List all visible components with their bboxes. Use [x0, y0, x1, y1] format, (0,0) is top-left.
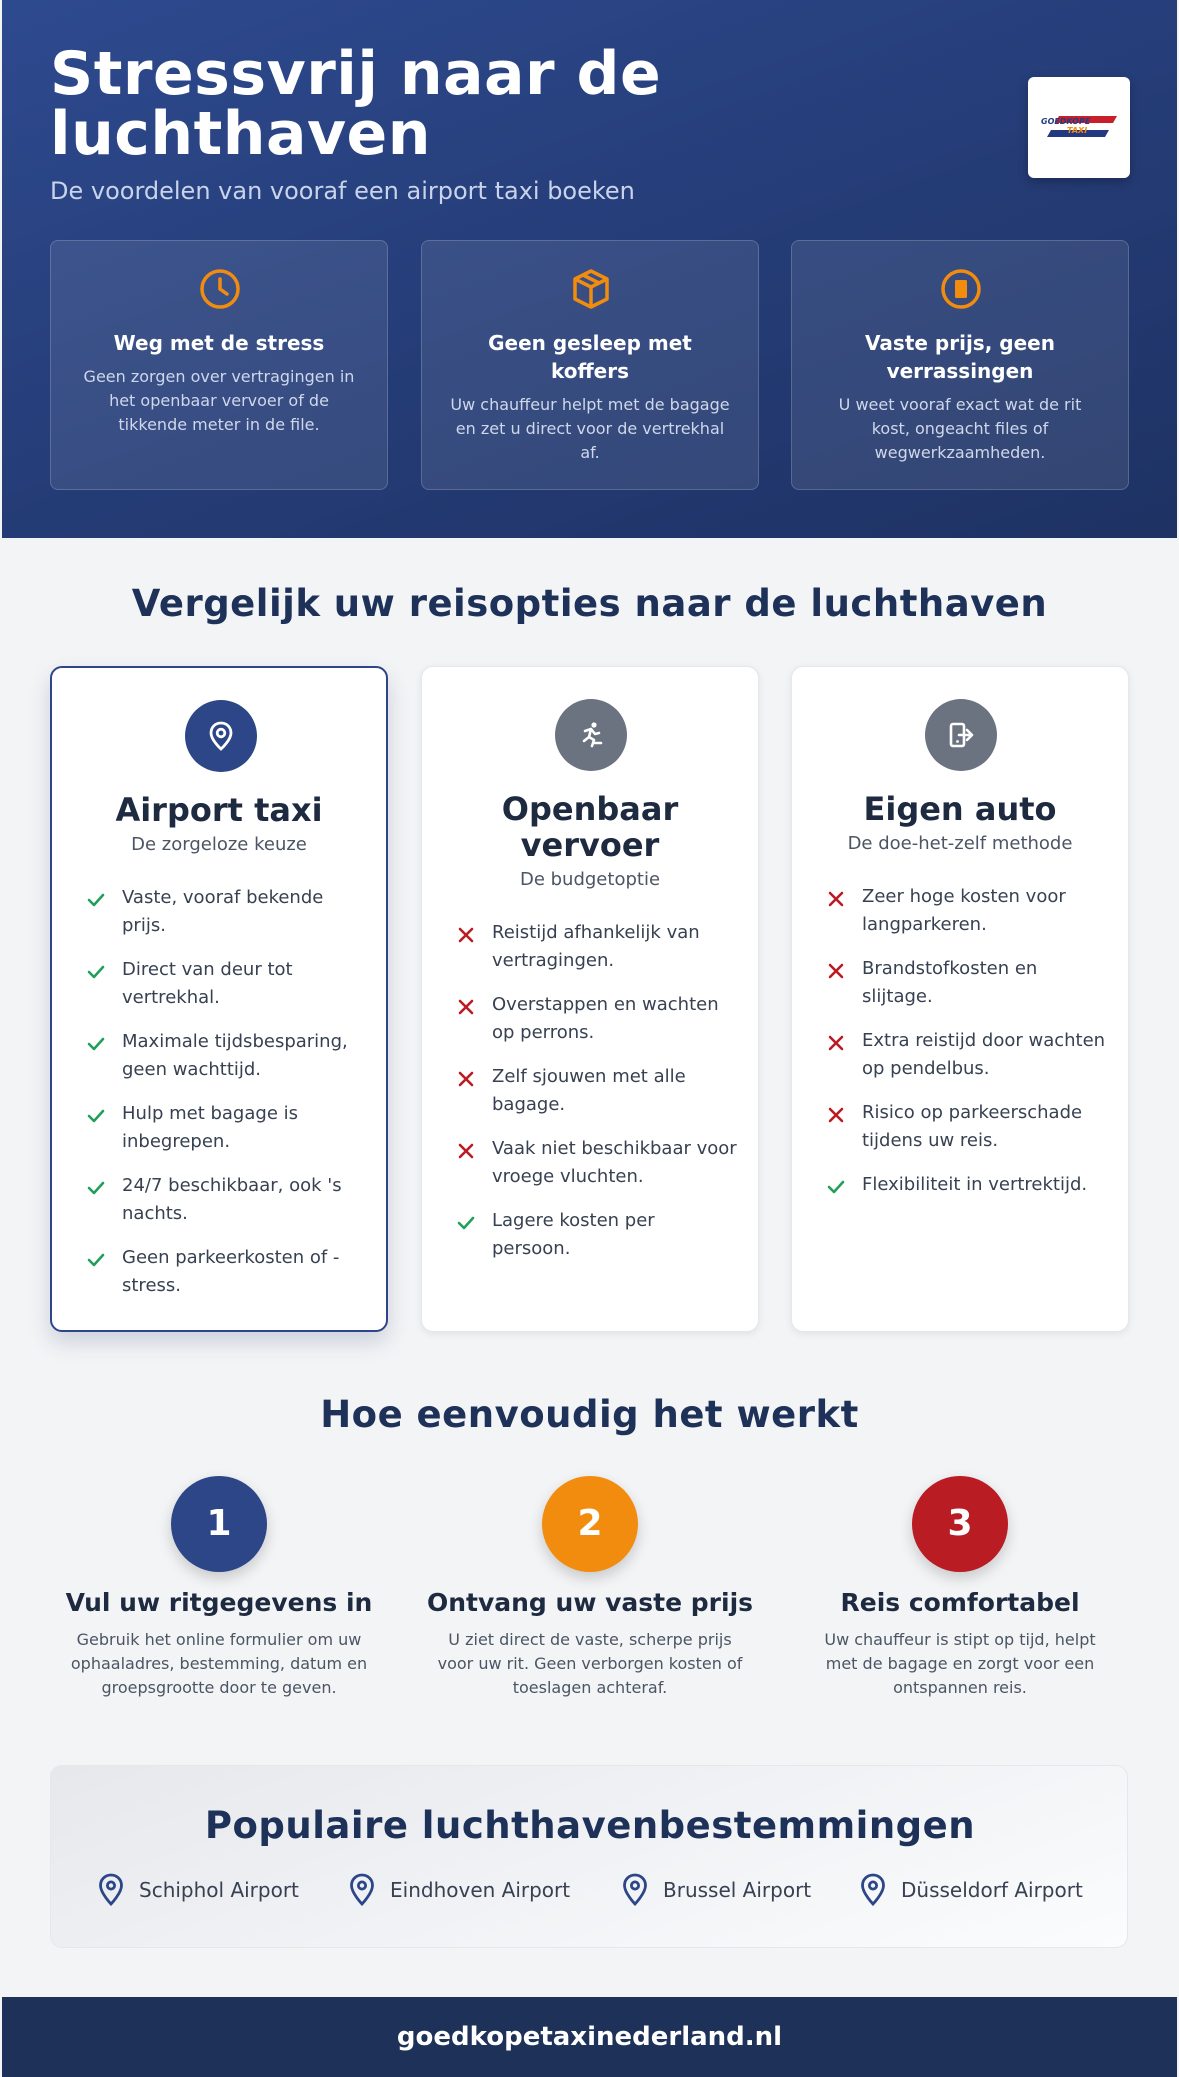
option-card-airport-taxi — [50, 666, 388, 1332]
step-text: Uw chauffeur is stipt op tijd, helpt met de bagage en zorgt voor een ontspannen reis. — [824, 1630, 1096, 1697]
map-pin-icon — [348, 1873, 376, 1907]
hero-section — [2, 0, 1177, 538]
check-icon — [86, 1034, 106, 1054]
list-item: Overstappen en wachten op perrons. — [456, 991, 738, 1063]
destinations-title: Populaire luchthavenbestemmingen — [204, 1804, 976, 1847]
check-icon — [86, 1178, 106, 1198]
check-icon — [456, 1213, 476, 1233]
check-icon — [86, 890, 106, 910]
hero-title: Stressvrij naar de luchthaven — [50, 39, 662, 169]
benefit-card-luggage — [421, 240, 759, 490]
step-text: Gebruik het online formulier om uw ophaaladres, bestemming, datum en groepsgrootte door te geven. — [70, 1630, 368, 1697]
option-card-own-car — [791, 666, 1129, 1332]
destination-schiphol[interactable]: Schiphol Airport — [97, 1873, 299, 1907]
map-pin-icon — [859, 1873, 887, 1907]
step-title: Vul uw ritgegevens in — [65, 1588, 373, 1617]
check-icon — [86, 962, 106, 982]
cross-icon — [456, 997, 476, 1017]
option-list — [826, 883, 1108, 1243]
steps-title: Hoe eenvoudig het werkt — [320, 1393, 859, 1436]
destinations-panel — [50, 1765, 1128, 1948]
option-title: Openbaar vervoer — [501, 790, 679, 864]
benefit-title: Weg met de stress — [113, 331, 325, 355]
check-icon — [86, 1106, 106, 1126]
step-text: U ziet direct de vaste, scherpe prijs voor uw rit. Geen verborgen kosten of toeslagen achteraf. — [437, 1630, 743, 1697]
step-title: Reis comfortabel — [840, 1588, 1080, 1617]
cross-icon — [826, 1033, 846, 1053]
compare-title: Vergelijk uw reisopties naar de luchthaven — [131, 582, 1048, 625]
list-item: Zeer hoge kosten voor langparkeren. — [826, 883, 1108, 955]
option-card-public-transport — [421, 666, 759, 1332]
benefit-card-stress — [50, 240, 388, 490]
list-item: Lagere kosten per persoon. — [456, 1207, 738, 1279]
check-icon — [86, 1250, 106, 1270]
list-item: Brandstofkosten en slijtage. — [826, 955, 1108, 1027]
list-item: Risico op parkeerschade tijdens uw reis. — [826, 1099, 1108, 1171]
logo-flag-icon — [1041, 112, 1117, 142]
option-icon-circle — [555, 699, 627, 771]
map-pin-icon — [97, 1873, 125, 1907]
option-list — [86, 884, 366, 1316]
list-item: Extra reistijd door wachten op pendelbus. — [826, 1027, 1108, 1099]
cross-icon — [826, 961, 846, 981]
list-item: Vaste, vooraf bekende prijs. — [86, 884, 366, 956]
step-number: 1 — [171, 1476, 267, 1572]
cross-icon — [456, 1069, 476, 1089]
benefit-text: Geen zorgen over vertragingen in het openbaar vervoer of de tikkende meter in de file. — [83, 367, 355, 434]
option-list — [456, 919, 738, 1279]
destination-eindhoven[interactable]: Eindhoven Airport — [348, 1873, 570, 1907]
option-subtitle: De doe-het-zelf methode — [847, 833, 1073, 854]
option-title: Airport taxi — [115, 791, 323, 829]
transit-icon — [575, 719, 607, 751]
option-title: Eigen auto — [863, 790, 1057, 828]
box-icon — [569, 267, 613, 311]
benefit-title: Vaste prijs, geen verrassingen — [865, 331, 1055, 383]
list-item: Hulp met bagage is inbegrepen. — [86, 1100, 366, 1172]
cross-icon — [456, 1141, 476, 1161]
list-item: Direct van deur tot vertrekhal. — [86, 956, 366, 1028]
footer-website-link[interactable]: goedkopetaxinederland.nl — [2, 1997, 1177, 2077]
cross-icon — [826, 1105, 846, 1125]
benefit-text: Uw chauffeur helpt met de bagage en zet u direct voor de vertrekhal af. — [450, 395, 730, 462]
cross-icon — [456, 925, 476, 945]
map-pin-icon — [621, 1873, 649, 1907]
svg-text:GOEDKOPE: GOEDKOPE — [1041, 117, 1091, 126]
option-icon-circle — [185, 700, 257, 772]
benefit-card-price — [791, 240, 1129, 490]
car-exit-icon — [945, 719, 977, 751]
list-item: Zelf sjouwen met alle bagage. — [456, 1063, 738, 1135]
price-tag-icon — [939, 267, 983, 311]
svg-text:TAXI: TAXI — [1067, 126, 1088, 135]
hero-subtitle: De voordelen van vooraf een airport taxi boeken — [50, 177, 635, 205]
step-title: Ontvang uw vaste prijs — [426, 1588, 754, 1617]
map-pin-icon — [205, 720, 237, 752]
list-item: Geen parkeerkosten of -stress. — [86, 1244, 366, 1316]
destination-dusseldorf[interactable]: Düsseldorf Airport — [859, 1873, 1083, 1907]
option-subtitle: De budgetoptie — [519, 869, 661, 890]
benefit-text: U weet vooraf exact wat de rit kost, ongeacht files of wegwerkzaamheden. — [838, 395, 1082, 462]
list-item: Flexibiliteit in vertrektijd. — [826, 1171, 1108, 1243]
step-number: 2 — [542, 1476, 638, 1572]
benefit-title: Geen gesleep met koffers — [488, 331, 692, 383]
option-subtitle: De zorgeloze keuze — [131, 834, 307, 855]
company-logo — [1028, 77, 1130, 178]
list-item: Maximale tijdsbesparing, geen wachttijd. — [86, 1028, 366, 1100]
cross-icon — [826, 889, 846, 909]
list-item: 24/7 beschikbaar, ook 's nachts. — [86, 1172, 366, 1244]
check-icon — [826, 1177, 846, 1197]
list-item: Vaak niet beschikbaar voor vroege vluchten. — [456, 1135, 738, 1207]
destination-brussel[interactable]: Brussel Airport — [621, 1873, 811, 1907]
list-item: Reistijd afhankelijk van vertragingen. — [456, 919, 738, 991]
step-number: 3 — [912, 1476, 1008, 1572]
option-icon-circle — [925, 699, 997, 771]
clock-icon — [198, 267, 242, 311]
